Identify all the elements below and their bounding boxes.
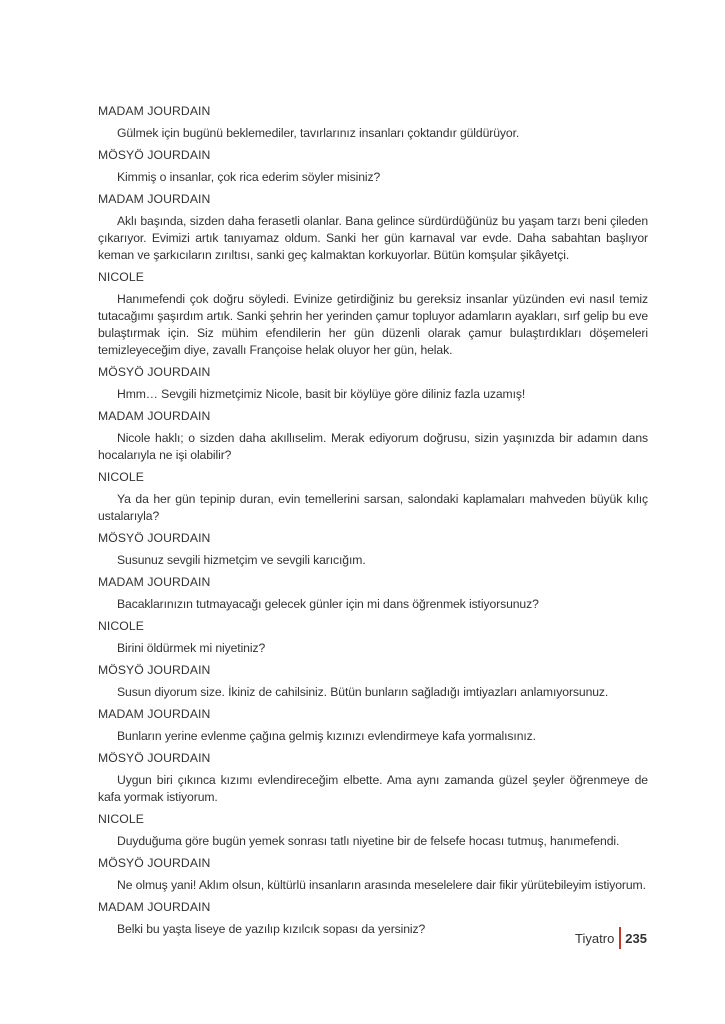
speaker-name: MADAM JOURDAIN	[98, 900, 211, 914]
dialogue-line: Uygun biri çıkınca kızımı evlendireceğim elbette. Ama aynı zamanda güzel şeyler öğrenmeye de kafa yormak istiyorum.	[98, 773, 648, 804]
speaker-name: MÖSYÖ JOURDAIN	[98, 663, 211, 677]
dialogue-line: Susunuz sevgili hizmetçim ve sevgili karıcığım.	[117, 553, 366, 567]
dialogue-line: Hmm… Sevgili hizmetçimiz Nicole, basit bir köylüye göre diliniz fazla uzamış!	[117, 387, 526, 401]
footer-section-label: Tiyatro	[575, 930, 615, 946]
dialogue-line: Aklı başında, sizden daha ferasetli olanlar. Bana gelince sürdürdüğünüz bu yaşam tarzı beni çileden çıkarıyor. Evimizi artık tanıyamaz oldum. Sanki her gün karnaval var evde. Daha sabahtan başlıyor keman ve şarkıcıların zırıltısı, sanki geç kalmaktan korkuyorlar. Bütün komşular şikâyetçi.	[98, 214, 648, 262]
dialogue-line: Susun diyorum size. İkiniz de cahilsiniz. Bütün bunların sağladığı imtiyazları anlamıyorsunuz.	[117, 685, 609, 699]
dialogue-line: Birini öldürmek mi niyetiniz?	[117, 641, 266, 655]
speaker-name: MÖSYÖ JOURDAIN	[98, 365, 211, 379]
dialogue-line: Gülmek için bugünü beklemediler, tavırlarınız insanları çoktandır güldürüyor.	[117, 126, 520, 140]
speaker-name: MADAM JOURDAIN	[98, 575, 211, 589]
speaker-name: MADAM JOURDAIN	[98, 104, 211, 118]
dialogue-line: Hanımefendi çok doğru söyledi. Evinize getirdiğiniz bu gereksiz insanlar yüzünden evi nasıl temiz tutacağımı şaşırdım artık. Sanki şehrin her yerinden çamur topluyor adamların ayakları, sırf gelip bu eve bulaştırmak için. Siz mühim efendilerin her gün düzenli olarak çamur bulaştırdıkları döşemeleri temizleyeceğim diye, zavallı Françoise helak oluyor her gün, helak.	[98, 292, 648, 357]
page-number: 235	[625, 930, 647, 946]
dialogue-line: Kimmiş o insanlar, çok rica ederim söyler misiniz?	[117, 170, 381, 184]
speaker-name: MÖSYÖ JOURDAIN	[98, 148, 211, 162]
speaker-name: MÖSYÖ JOURDAIN	[98, 531, 211, 545]
dialogue-line: Belki bu yaşta liseye de yazılıp kızılcık sopası da yersiniz?	[117, 922, 426, 936]
speaker-name: MADAM JOURDAIN	[98, 192, 211, 206]
speaker-name: NICOLE	[98, 619, 144, 633]
dialogue-line: Bacaklarınızın tutmayacağı gelecek günler için mi dans öğrenmek istiyorsunuz?	[117, 597, 539, 611]
speaker-name: NICOLE	[98, 470, 144, 484]
dialogue-line: Duyduğuma göre bugün yemek sonrası tatlı niyetine bir de felsefe hocası tutmuş, hanımefendi.	[117, 834, 620, 848]
speaker-name: NICOLE	[98, 270, 144, 284]
dialogue-line: Ne olmuş yani! Aklım olsun, kültürlü insanların arasında meselelere dair fikir yürütebileyim istiyorum.	[117, 878, 646, 892]
dialogue-line: Ya da her gün tepinip duran, evin temellerini sarsan, salondaki kaplamaları mahveden büyük kılıç ustalarıyla?	[98, 492, 648, 523]
speaker-name: MADAM JOURDAIN	[98, 707, 211, 721]
speaker-name: MÖSYÖ JOURDAIN	[98, 856, 211, 870]
dialogue-body	[98, 104, 648, 944]
speaker-name: MÖSYÖ JOURDAIN	[98, 751, 211, 765]
page-footer	[575, 927, 647, 949]
dialogue-line: Nicole haklı; o sizden daha akıllıselim. Merak ediyorum doğrusu, sizin yaşınızda bir adamın dans hocalarıyla ne işi olabilir?	[98, 431, 648, 462]
dialogue-line: Bunların yerine evlenme çağına gelmiş kızınızı evlendirmeye kafa yormalısınız.	[117, 729, 536, 743]
speaker-name: MADAM JOURDAIN	[98, 409, 211, 423]
speaker-name: NICOLE	[98, 812, 144, 826]
